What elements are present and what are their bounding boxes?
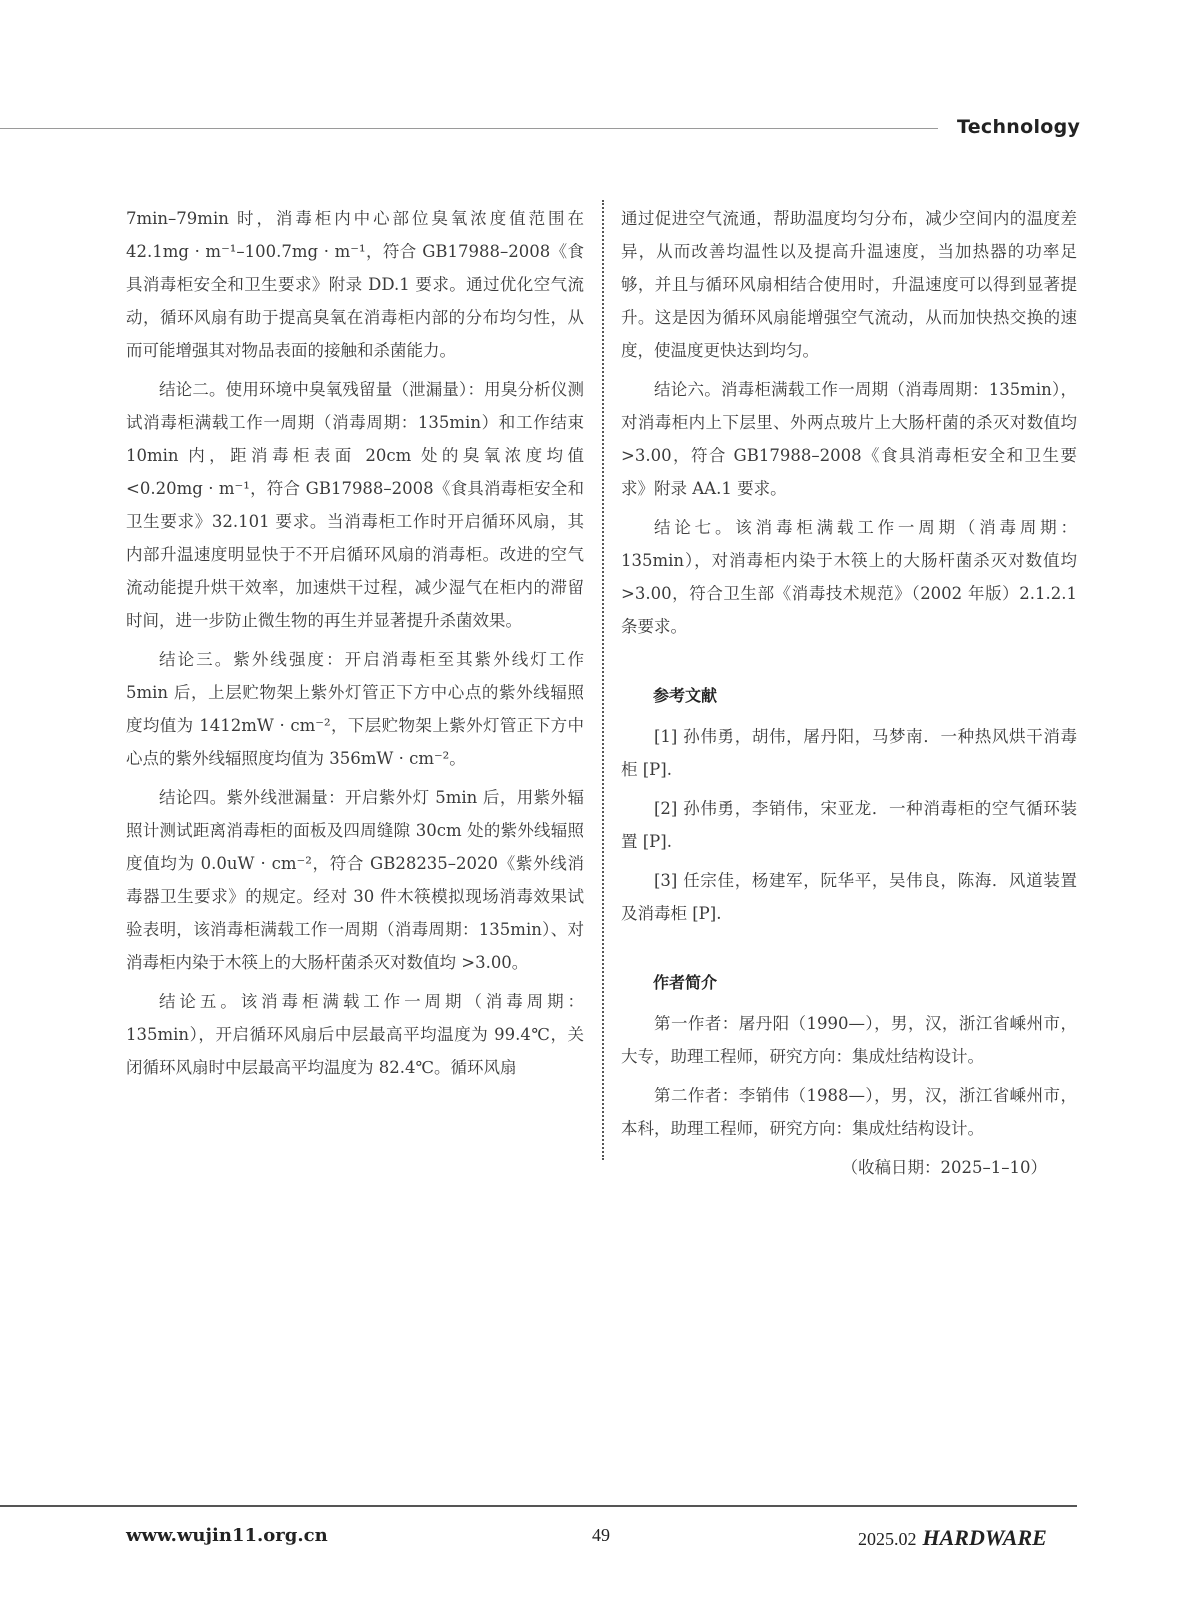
- body-paragraph: 通过促进空气流通，帮助温度均匀分布，减少空间内的温度差异，从而改善均温性以及提高升温速度，当加热器的功率足够，并且与循环风扇相结合使用时，升温速度可以得到显著提升。这是因为循环风扇能增强空气流动，从而加快热交换的速度，使温度更快达到均匀。: [621, 209, 1077, 360]
- issue-number: 2025.02: [858, 1529, 917, 1549]
- reference-item: [1] 孙伟勇，胡伟，屠丹阳，马梦南．一种热风烘干消毒柜 [P].: [621, 727, 1077, 779]
- reference-item: [2] 孙伟勇，李销伟，宋亚龙．一种消毒柜的空气循环装置 [P].: [621, 799, 1077, 851]
- right-column: [621, 202, 1077, 1190]
- author-heading: 作者简介: [653, 973, 718, 992]
- author-bio: 第一作者：屠丹阳（1990—），男，汉，浙江省嵊州市，大专，助理工程师，研究方向：集成灶结构设计。: [621, 1014, 1077, 1066]
- body-paragraph: 结论六。消毒柜满载工作一周期（消毒周期：135min），对消毒柜内上下层里、外两点玻片上大肠杆菌的杀灭对数值均 >3.00，符合 GB17988–2008《食具消毒柜安全和卫生要求》附录 AA.1 要求。: [621, 380, 1077, 498]
- column-divider: [602, 200, 604, 1160]
- body-paragraph: 结论三。紫外线强度：开启消毒柜至其紫外线灯工作 5min 后，上层贮物架上紫外灯管正下方中心点的紫外线辐照度均值为 1412mW · cm⁻²，下层贮物架上紫外灯管正下方中心点的紫外线辐照度均值为 356mW · cm⁻²。: [126, 650, 584, 768]
- body-paragraph: 结论七。该消毒柜满载工作一周期（消毒周期：135min），对消毒柜内染于木筷上的大肠杆菌杀灭对数值均 >3.00，符合卫生部《消毒技术规范》（2002 年版）2.1.2.1 条要求。: [621, 518, 1077, 636]
- reference-item: [3] 任宗佳，杨建军，阮华平，吴伟良，陈海．风道装置及消毒柜 [P].: [621, 871, 1077, 923]
- body-paragraph: 结论二。使用环境中臭氧残留量（泄漏量）：用臭分析仪测试消毒柜满载工作一周期（消毒周期：135min）和工作结束 10min 内，距消毒柜表面 20cm 处的臭氧浓度均值 <0.20mg · m⁻¹，符合 GB17988–2008《食具消毒柜安全和卫生要求》32.101 要求。当消毒柜工作时开启循环风扇，其内部升温速度明显快于不开启循环风扇的消毒柜。改进的空气流动能提升烘干效率，加速烘干过程，减少湿气在柜内的滞留时间，进一步防止微生物的再生并显著提升杀菌效果。: [126, 380, 584, 630]
- author-bio: 第二作者：李销伟（1988—），男，汉，浙江省嵊州市，本科，助理工程师，研究方向：集成灶结构设计。: [621, 1086, 1077, 1138]
- footer-rule: [0, 1505, 1077, 1507]
- body-paragraph: 结论四。紫外线泄漏量：开启紫外灯 5min 后，用紫外辐照计测试距离消毒柜的面板及四周缝隙 30cm 处的紫外线辐照度值均为 0.0uW · cm⁻²，符合 GB28235–2020《紫外线消毒器卫生要求》的规定。经对 30 件木筷模拟现场消毒效果试验表明，该消毒柜满载工作一周期（消毒周期：135min）、对消毒柜内染于木筷上的大肠杆菌杀灭对数值均 >3.00。: [126, 788, 584, 972]
- body-paragraph: 7min–79min 时，消毒柜内中心部位臭氧浓度值范围在 42.1mg · m⁻¹–100.7mg · m⁻¹，符合 GB17988–2008《食具消毒柜安全和卫生要求》附录 DD.1 要求。通过优化空气流动，循环风扇有助于提高臭氧在消毒柜内部的分布均匀性，从而可能增强其对物品表面的接触和杀菌能力。: [126, 209, 584, 360]
- left-column: [126, 202, 584, 1090]
- page-number: 49: [592, 1525, 610, 1545]
- received-date: （收稿日期：2025–1–10）: [841, 1158, 1047, 1177]
- footer-url[interactable]: www.wujin11.org.cn: [126, 1525, 328, 1546]
- section-tag: Technology: [957, 116, 1081, 138]
- references-heading: 参考文献: [653, 686, 718, 705]
- header-rule: [0, 128, 938, 129]
- reference-list: [621, 720, 1077, 930]
- body-paragraph: 结论五。该消毒柜满载工作一周期（消毒周期：135min），开启循环风扇后中层最高平均温度为 99.4℃，关闭循环风扇时中层最高平均温度为 82.4℃。循环风扇: [126, 992, 584, 1077]
- magazine-name: HARDWARE: [922, 1525, 1047, 1550]
- footer-issue: [858, 1525, 1047, 1551]
